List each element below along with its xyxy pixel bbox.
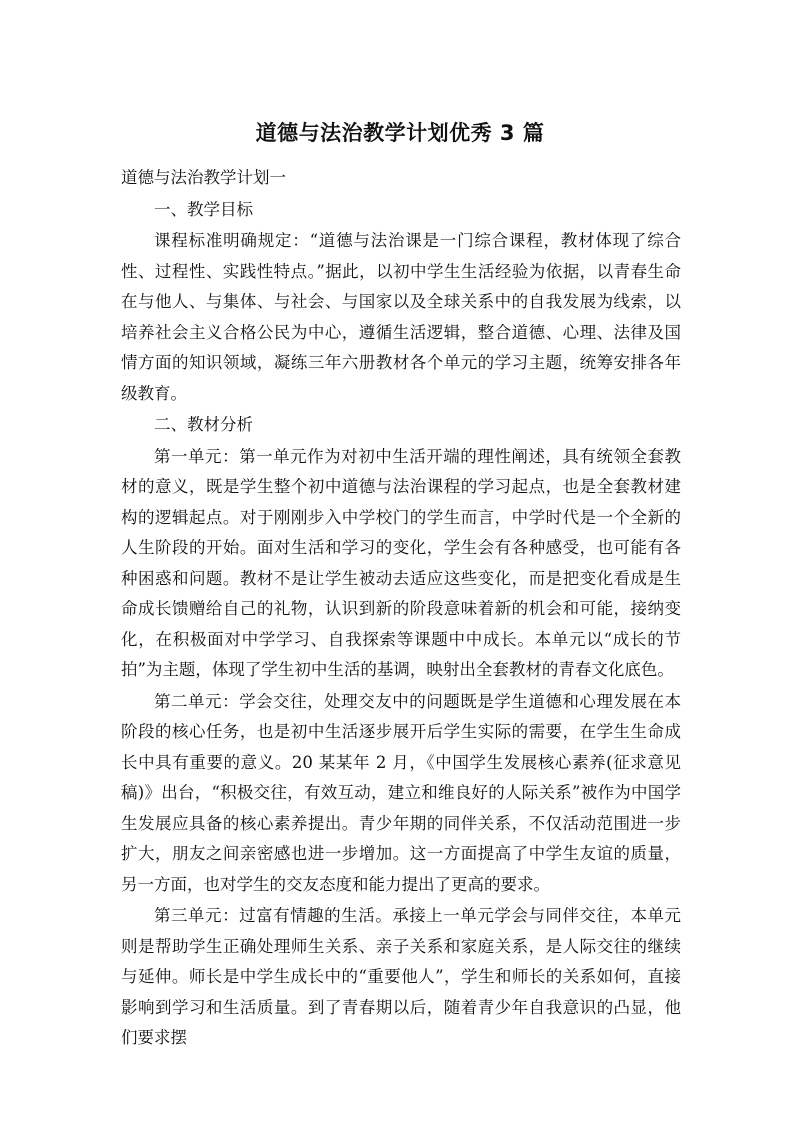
section-heading-textbook-analysis: 二、教材分析 bbox=[154, 415, 253, 434]
paragraph-unit-1: 第一单元：第一单元作为对初中生活开端的理性阐述，具有统领全套教材的意义，既是学生整个初中道德与法治课程的学习起点，也是全套教材建构的逻辑起点。对于刚刚步入中学校门的学生而言，中学时代是一个全新的人生阶段的开始。面对生活和学习的变化，学生会有各种感受，也可能有各种困惑和问题。教材不是让学生被动去适应这些变化，而是把变化看成是生命成长馈赠给自己的礼物，认识到新的阶段意味着新的机会和可能，接纳变化，在积极面对中学学习、自我探索等课题中中成长。本单元以“成长的节拍”为主题，体现了学生初中生活的基调，映射出全套教材的青春文化底色。 bbox=[121, 446, 681, 679]
section-heading-objectives: 一、教学目标 bbox=[154, 199, 253, 219]
paragraph-unit-2: 第二单元：学会交往，处理交友中的问题既是学生道德和心理发展在本阶段的核心任务，也是初中生活逐步展开后学生实际的需要，在学生生命成长中具有重要的意义。20 某某年 2 月，《中国学生发展核心素养(征求意见稿)》出台，“积极交往，有效互动，建立和维良好的人际关系”被作为中国学生发展应具备的核心素养提出。青少年期的同伴关系，不仅活动范围进一步扩大，朋友之间亲密感也进一步增加。这一方面提高了中学生友谊的质量，另一方面，也对学生的交友态度和能力提出了更高的要求。 bbox=[121, 691, 681, 894]
document-body bbox=[121, 163, 681, 1055]
paragraph-objectives: 课程标准明确规定：“道德与法治课是一门综合课程，教材体现了综合性、过程性、实践性特点。”据此，以初中学生生活经验为依据，以青春生命在与他人、与集体、与社会、与国家以及全球关系中的自我发展为线索，以培养社会主义合格公民为中心，遵循生活逻辑，整合道德、心理、法律及国情方面的知识领域，凝练三年六册教材各个单元的学习主题，统筹安排各年级教育。 bbox=[121, 231, 681, 403]
document-title: 道德与法治教学计划优秀 3 篇 bbox=[255, 121, 545, 145]
paragraph-unit-3: 第三单元：过富有情趣的生活。承接上一单元学会与同伴交往，本单元则是帮助学生正确处理师生关系、亲子关系和家庭关系，是人际交往的继续与延伸。师长是中学生成长中的“重要他人”，学生和师长的关系如何，直接影响到学习和生活质量。到了青春期以后，随着青少年自我意识的凸显，他们要求摆 bbox=[121, 906, 681, 1047]
document-subtitle: 道德与法治教学计划一 bbox=[121, 168, 286, 187]
